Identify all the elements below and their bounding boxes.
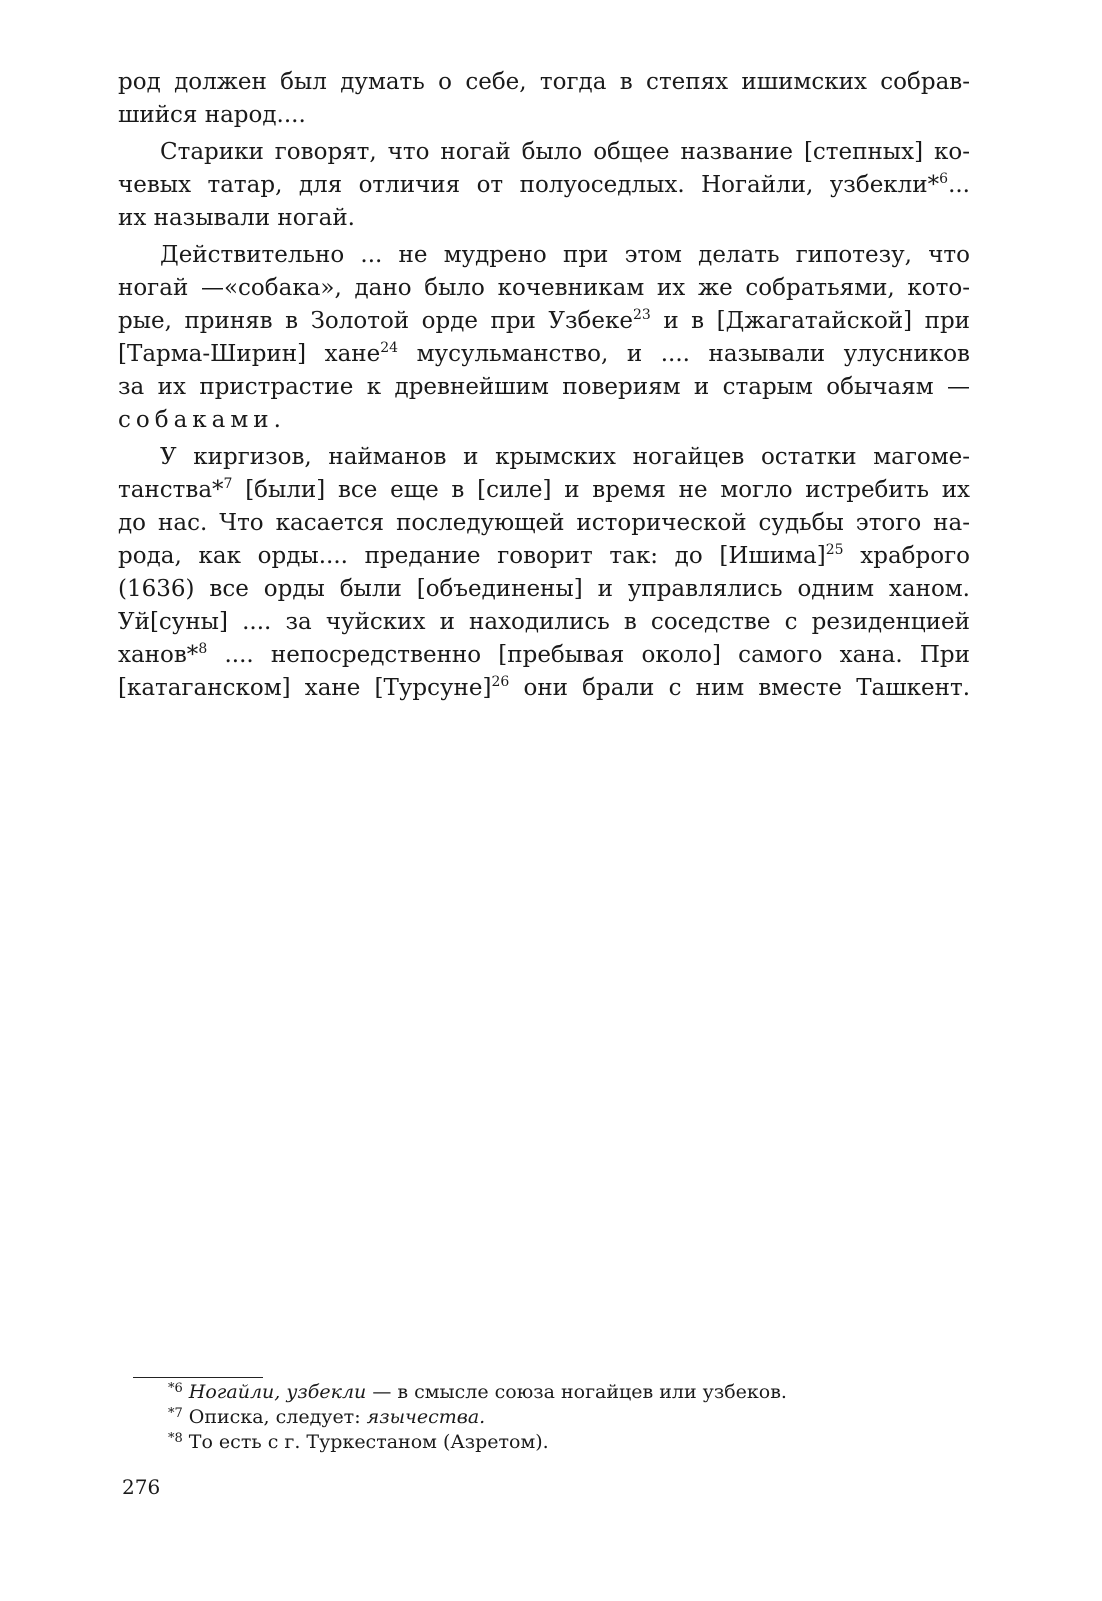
text-line: Уй[суны] .... за чуйских и находились в соседстве с резиденцией (118, 609, 970, 635)
footnote-8: $^{*8}$ То есть с г. Туркестаном (Азретом). (168, 1431, 549, 1453)
footnote-7: $^{*7}$ Описка, следует: язычества. (168, 1406, 486, 1428)
main-text (118, 66, 970, 705)
text-line: ногай —«собака», дано было кочевникам их же собратьями, кото- (118, 275, 970, 301)
text-line: за их пристрастие к древнейшим повериям и старым обычаям — (118, 374, 970, 400)
endnote-ref[interactable]: 24 (380, 340, 399, 356)
text-line: ханов*$^8$ .... непосредственно [пребывая около] самого хана. При (118, 641, 970, 668)
text-line: [Тарма-Ширин] хане$^{24}$ мусульманство, и .... называли улусников (118, 340, 970, 367)
endnote-ref[interactable]: 23 (633, 307, 651, 323)
text-line: танства*$^7$ [были] все еще в [силе] и время не могло истребить их (118, 476, 970, 503)
text-line: собаками. (118, 407, 286, 433)
text-line: до нас. Что касается последующей исторической судьбы этого на- (118, 510, 970, 536)
footnote-ref[interactable]: 6 (939, 171, 949, 187)
text-line: [катаганском] хане [Турсуне]$^{26}$ они брали с ним вместе Ташкент. (118, 674, 970, 701)
page-number: 276 (122, 1475, 161, 1499)
text-line: рые, приняв в Золотой орде при Узбеке$^{23}$ и в [Джагатайской] при (118, 307, 970, 334)
text-line: их называли ногай. (118, 205, 355, 231)
text-line: шийся народ.... (118, 102, 306, 128)
endnote-ref[interactable]: 25 (825, 542, 844, 558)
text-line: Старики говорят, что ногай было общее название [степных] ко- (160, 139, 970, 165)
endnote-ref[interactable]: 26 (491, 674, 510, 690)
footnote-ref[interactable]: 8 (198, 641, 208, 657)
footnote-divider (133, 1377, 263, 1378)
footnote-ref[interactable]: 7 (223, 476, 233, 492)
text-line: рода, как орды.... предание говорит так: до [Ишима]$^{25}$ храброго (118, 542, 970, 569)
text-line: (1636) все орды были [объединены] и управлялись одним ханом. (118, 576, 970, 602)
footnote-6: $^{*6}$ Ногайли, узбекли — в смысле союза ногайцев или узбеков. (168, 1381, 787, 1403)
text-line: У киргизов, найманов и крымских ногайцев остатки магоме- (160, 444, 970, 470)
footnotes (168, 1380, 928, 1455)
footnote-mark: *8 (168, 1431, 183, 1446)
text-line: чевых татар, для отличия от полуоседлых. Ногайли, узбекли*$^6$... (118, 171, 970, 198)
text-line: Действительно ... не мудрено при этом делать гипотезу, что (160, 242, 970, 268)
footnote-mark: *6 (168, 1381, 183, 1396)
footnote-mark: *7 (168, 1406, 183, 1421)
text-line: род должен был думать о себе, тогда в степях ишимских собрав- (118, 69, 970, 95)
